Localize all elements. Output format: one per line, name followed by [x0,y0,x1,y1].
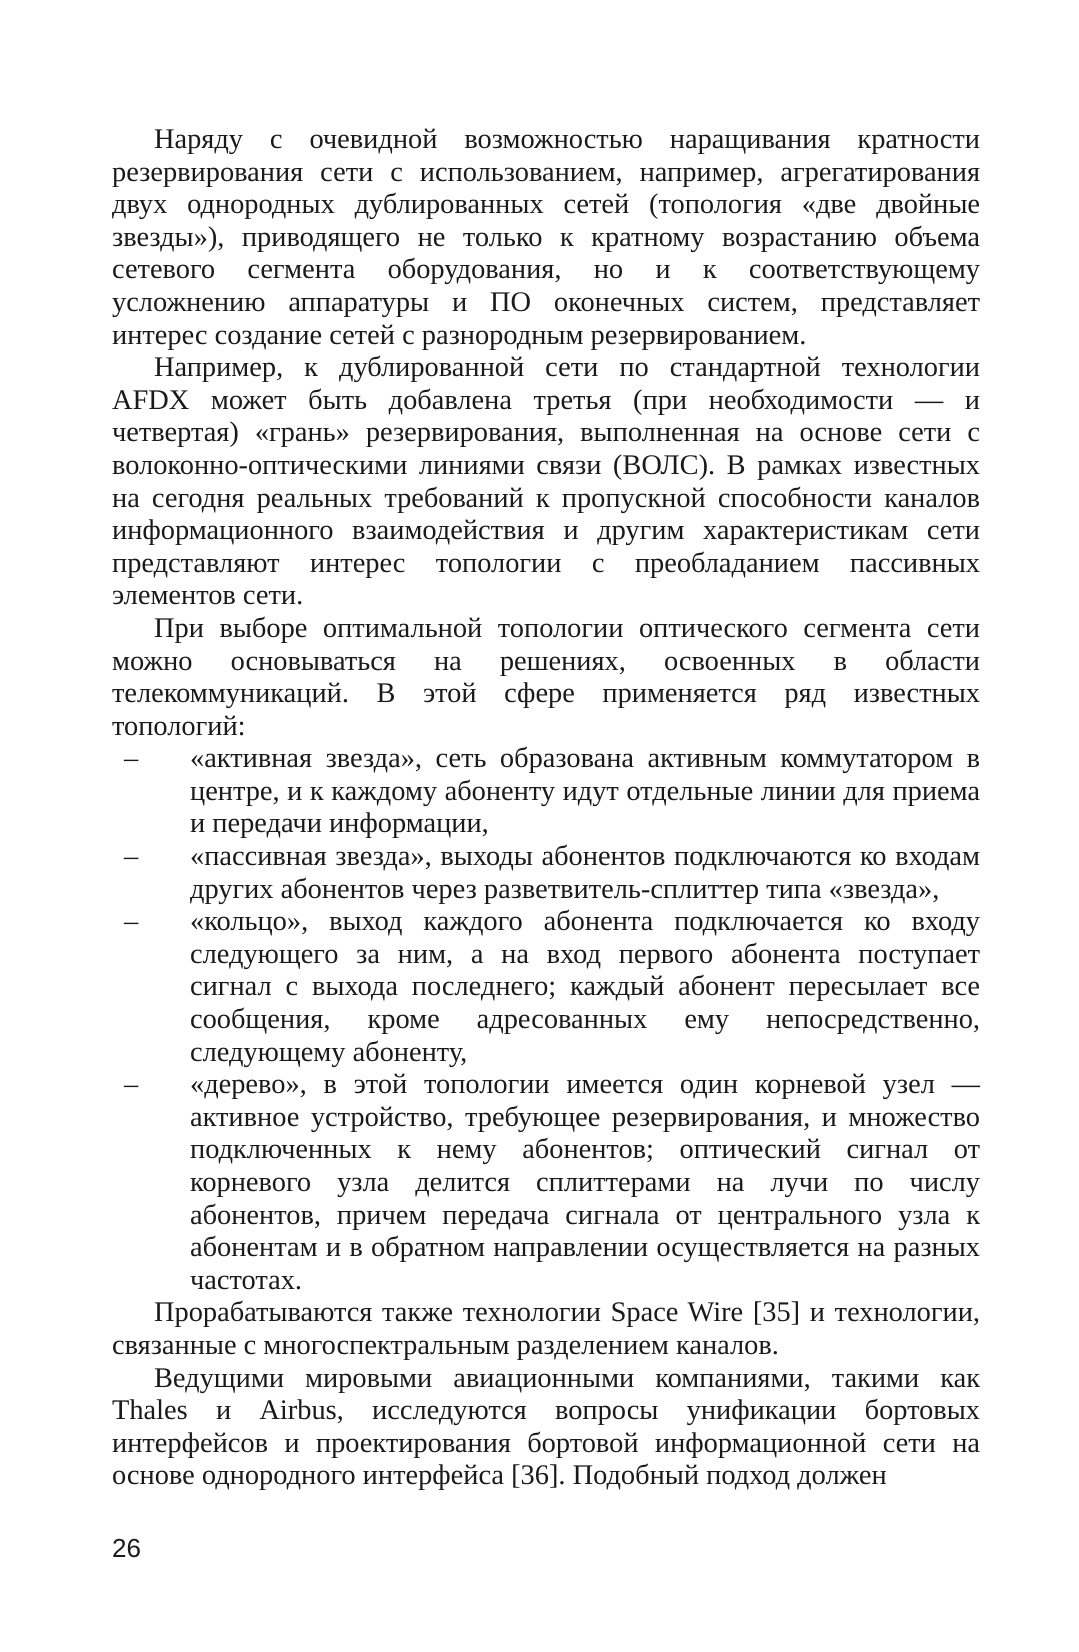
paragraph-afdx: Например, к дублированной сети по стандартной технологии AFDX может быть добавлена третья (при необходимости — и четвертая) «грань» резервирования, выполненная на основе сети с волоконно-оптическими линиями связи (ВОЛС). В рамках известных на сегодня реальных требований к пропускной способности каналов информационного взаимодействия и другим характеристикам сети представляют интерес топологии с преобладанием пассивных элементов сети. [112,352,980,612]
list-item-text: «активная звезда», сеть образована активным коммутатором в центре, и к каждому абоненту идут отдельные линии для приема и передачи информации, [190,743,980,840]
page-body [112,124,980,1493]
list-item-text: «пассивная звезда», выходы абонентов подключаются ко входам других абонентов через разветвитель-сплиттер типа «звезда», [190,841,980,905]
paragraph-reserve-intro: Наряду с очевидной возможностью наращивания кратности резервирования сети с использованием, например, агрегатирования двух однородных дублированных сетей (топология «две двойные звезды»), приводящего не только к кратному возрастанию объема сетевого сегмента оборудования, но и к соответствующему усложнению аппаратуры и ПО оконечных систем, представляет интерес создание сетей с разнородным резервированием. [112,124,980,351]
list-item-active-star [124,743,980,841]
paragraph-spacewire: Прорабатываются также технологии Space Wire [35] и технологии, связанные с многоспектральным разделением каналов. [112,1297,980,1361]
list-dash: – [124,743,139,775]
page-number: 26 [112,1533,141,1563]
list-item-passive-star [124,841,980,906]
list-item-tree [124,1069,980,1297]
list-item-ring [124,906,980,1069]
list-item-text: «дерево», в этой топологии имеется один корневой узел — активное устройство, требующее резервирования, и множество подключенных к нему абонентов; оптический сигнал от корневого узла делится сплиттерами на лучи по числу абонентов, причем передача сигнала от центрального узла к абонентам и в обратном направлении осуществляется на разных частотах. [190,1069,980,1296]
list-item-text: «кольцо», выход каждого абонента подключается ко входу следующего за ним, а на вход первого абонента поступает сигнал с выхода последнего; каждый абонент пересылает все сообщения, кроме адресованных ему непосредственно, следующему абоненту, [190,906,980,1068]
list-dash: – [124,841,139,873]
topology-list [112,743,980,1297]
paragraph-unification: Ведущими мировыми авиационными компаниями, такими как Thales и Airbus, исследуются вопросы унификации бортовых интерфейсов и проектирования бортовой информационной сети на основе однородного интерфейса [36]. Подобный подход должен [112,1362,980,1492]
list-dash: – [124,1069,139,1101]
paragraph-topology-choice: При выборе оптимальной топологии оптического сегмента сети можно основываться на решениях, освоенных в области телекоммуникаций. В этой сфере применяется ряд известных топологий: [112,612,980,742]
list-dash: – [124,906,139,938]
